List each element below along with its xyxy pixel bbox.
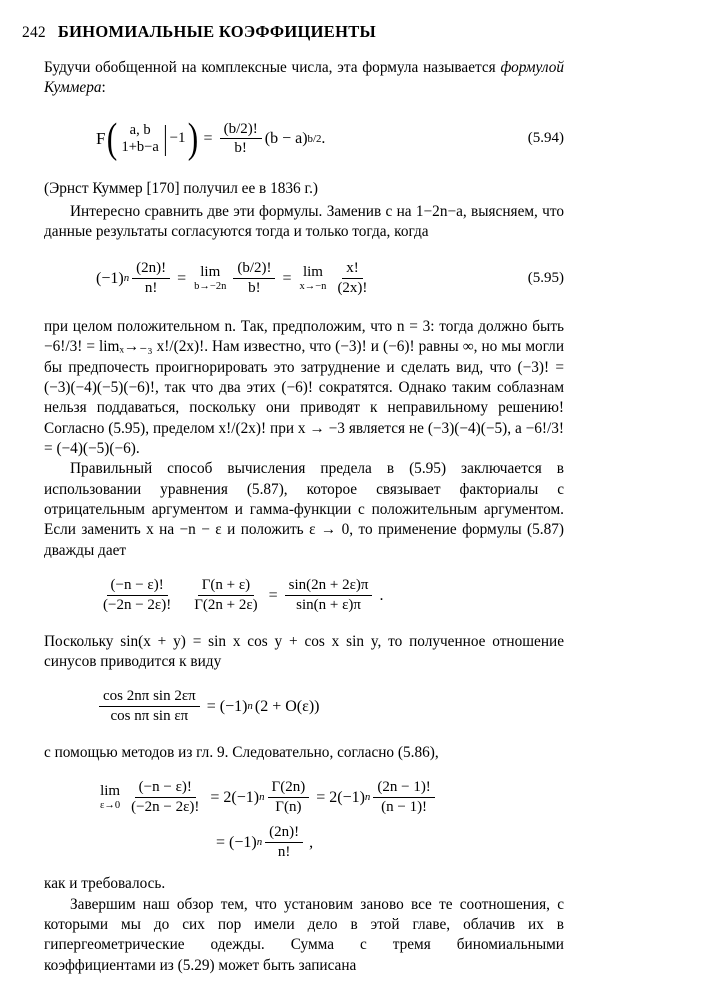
limit-operator: lim [100, 783, 121, 800]
equation-gamma-ratio [44, 577, 564, 614]
fraction-numerator: (b/2)! [220, 121, 262, 140]
limit-epsilon [100, 784, 120, 811]
fraction-denominator: n! [144, 280, 158, 297]
period: . [379, 586, 384, 604]
equals-sign-1: = [177, 269, 187, 287]
fraction-denominator: Γ(n) [275, 799, 302, 816]
fraction-gammas [190, 577, 261, 614]
equation-limit-result [44, 779, 564, 860]
coefficient-2: 2(−1) [329, 788, 365, 806]
fraction-numerator: (b/2)! [233, 260, 275, 279]
power-base: (b − a) [264, 130, 308, 148]
equation-5-95 [44, 260, 564, 297]
limit-x [300, 265, 327, 292]
fraction-b2-over-b [220, 121, 262, 158]
equals-sign-1: = [210, 788, 220, 806]
fraction-sines [285, 577, 373, 614]
limit-subscript: ε→0 [100, 799, 121, 811]
fraction-numerator: Γ(2n) [268, 779, 310, 798]
fraction-denominator: cos nπ sin επ [110, 708, 189, 725]
fraction-x-over-2x [333, 260, 371, 297]
fraction-cos-sin [99, 688, 200, 725]
fraction-numerator: (−n − ε)! [107, 577, 168, 596]
hyper-arg-top: a, b [129, 121, 151, 138]
paragraph-2: (Эрнст Куммер [170] получил ее в 1836 г.) [44, 180, 318, 198]
fraction-numerator: (−n − ε)! [135, 779, 196, 798]
hyper-argument-z: −1 [169, 130, 186, 147]
paragraph-5: Правильный способ вычисления предела в (5.95) заключается в использовании уравнения (5.87), которое связывает факториалы с отрицательным аргументом и гамма-функции с положительным аргументом. Если заменить x на −n − ε и положить ε → 0, то применение формулы (5.87) дважды дает [44, 460, 564, 559]
kummer-formula-term: формулой Куммера [44, 59, 564, 97]
fraction-denominator: b! [234, 140, 247, 157]
running-title: БИНОМИАЛЬНЫЕ КОЭФФИЦИЕНТЫ [57, 22, 377, 41]
fraction-factorials [99, 577, 175, 614]
fraction-factorial-ratio [373, 779, 434, 816]
left-paren: ( [107, 115, 118, 162]
page-number: 242 [22, 24, 46, 41]
fraction-b2-over-b [233, 260, 275, 297]
fraction-numerator: Γ(n + ε) [198, 577, 254, 596]
fraction-denominator: (−2n − 2ε)! [131, 799, 200, 816]
comma: , [309, 833, 314, 851]
right-paren: ) [187, 115, 198, 162]
fraction-denominator: b! [248, 280, 261, 297]
paragraph-1 [44, 58, 564, 99]
fraction-numerator: (2n)! [265, 824, 303, 843]
sign-exponent: n [123, 272, 130, 285]
limit-subscript: b→−2n [194, 280, 227, 292]
coefficient-1: 2(−1) [223, 788, 260, 806]
equation-number-5-94: (5.94) [527, 130, 564, 147]
equals-sign-3: = [216, 833, 226, 851]
paragraph-8: как и требовалось. [44, 875, 166, 893]
paragraph-1-text: Будучи обобщенной на комплексные числа, эта формула называется [44, 59, 501, 76]
period: . [321, 130, 326, 148]
equals-sign: = [206, 697, 216, 715]
fraction-factorials [127, 779, 203, 816]
paragraph-7: с помощью методов из гл. 9. Следовательно, согласно (5.86), [44, 743, 439, 761]
vertical-bar: | [163, 120, 168, 158]
limit-b [194, 265, 226, 292]
sign-factor: (−1) [219, 697, 248, 715]
sign-exponent: n [247, 700, 253, 713]
fraction-2n-over-n [132, 260, 170, 297]
equation-sine-ratio [44, 688, 564, 725]
hypergeometric-F: F [96, 128, 106, 148]
page-body [44, 58, 564, 976]
limit-subscript: x→−n [299, 280, 327, 292]
equals-sign: = [203, 130, 213, 148]
paragraph-3: Интересно сравнить две эти формулы. Заменив c на 1−2n−a, выясняем, что данные результаты согласуются тогда и только тогда, когда [44, 202, 564, 240]
equation-number-5-95: (5.95) [527, 269, 564, 286]
fraction-denominator: Γ(2n + 2ε) [194, 596, 258, 613]
coefficient-1-exponent: n [259, 791, 265, 804]
sign-factor: (−1) [96, 269, 124, 287]
fraction-final [265, 824, 303, 861]
equals-sign: = [268, 586, 278, 604]
page-header [22, 22, 673, 42]
coefficient-3-exponent: n [256, 835, 263, 848]
fraction-numerator: (2n)! [132, 260, 170, 279]
fraction-denominator: (−2n − 2ε)! [103, 596, 172, 613]
equals-sign-2: = [282, 269, 292, 287]
hypergeometric-arguments [119, 122, 160, 157]
order-term: (2 + O(ε)) [254, 697, 320, 715]
paragraph-6: Поскольку sin(x + y) = sin x cos y + cos x sin y, то полученное отношение синусов приводится к виду [44, 632, 564, 670]
paragraph-9: Завершим наш обзор тем, что установим заново все те соотношения, с которыми мы до сих пор имели дело в этой главе, облачив их в гипергеометрические одежды. Сумма с тремя биномиальными коэффициентами из (5.29) может быть записана [44, 895, 564, 974]
power-exponent: b/2 [307, 132, 322, 145]
fraction-numerator: cos 2nπ sin 2επ [99, 688, 200, 707]
fraction-gamma-ratio [268, 779, 310, 816]
fraction-numerator: (2n − 1)! [373, 779, 434, 798]
fraction-numerator: x! [342, 260, 363, 279]
limit-operator: lim [302, 264, 323, 281]
paragraph-4: при целом положительном n. Так, предположим, что n = 3: тогда должно быть −6!/3! = limₓ→₋₃ x!/(2x)!. Нам известно, что (−3)! и (−6)! равны ∞, но мы могли бы предпочесть проигнорировать это затруднение и сделать вид, что (−3)! = (−3)(−4)(−5)(−6)!, так что два этих (−6)! сократятся. Однако таким соблазнам нельзя поддаваться, поскольку они приводят к неправильному решению! Согласно (5.95), пределом x!/(2x)! при x → −3 является не (−3)(−4)(−5), а −6!/3! = (−4)(−5)(−6). [44, 317, 564, 457]
equation-5-94 [44, 115, 564, 162]
fraction-denominator: n! [277, 843, 291, 860]
fraction-numerator: sin(2n + 2ε)π [285, 577, 373, 596]
equals-sign-2: = [316, 788, 326, 806]
paragraph-1-tail: : [101, 79, 106, 97]
limit-operator: lim [200, 264, 221, 281]
coefficient-2-exponent: n [364, 791, 371, 804]
fraction-denominator: (2x)! [337, 280, 368, 297]
hyper-arg-bottom: 1+b−a [121, 138, 159, 155]
coefficient-3: (−1) [229, 833, 257, 851]
fraction-denominator: sin(n + ε)π [296, 596, 361, 613]
fraction-denominator: (n − 1)! [381, 799, 428, 816]
